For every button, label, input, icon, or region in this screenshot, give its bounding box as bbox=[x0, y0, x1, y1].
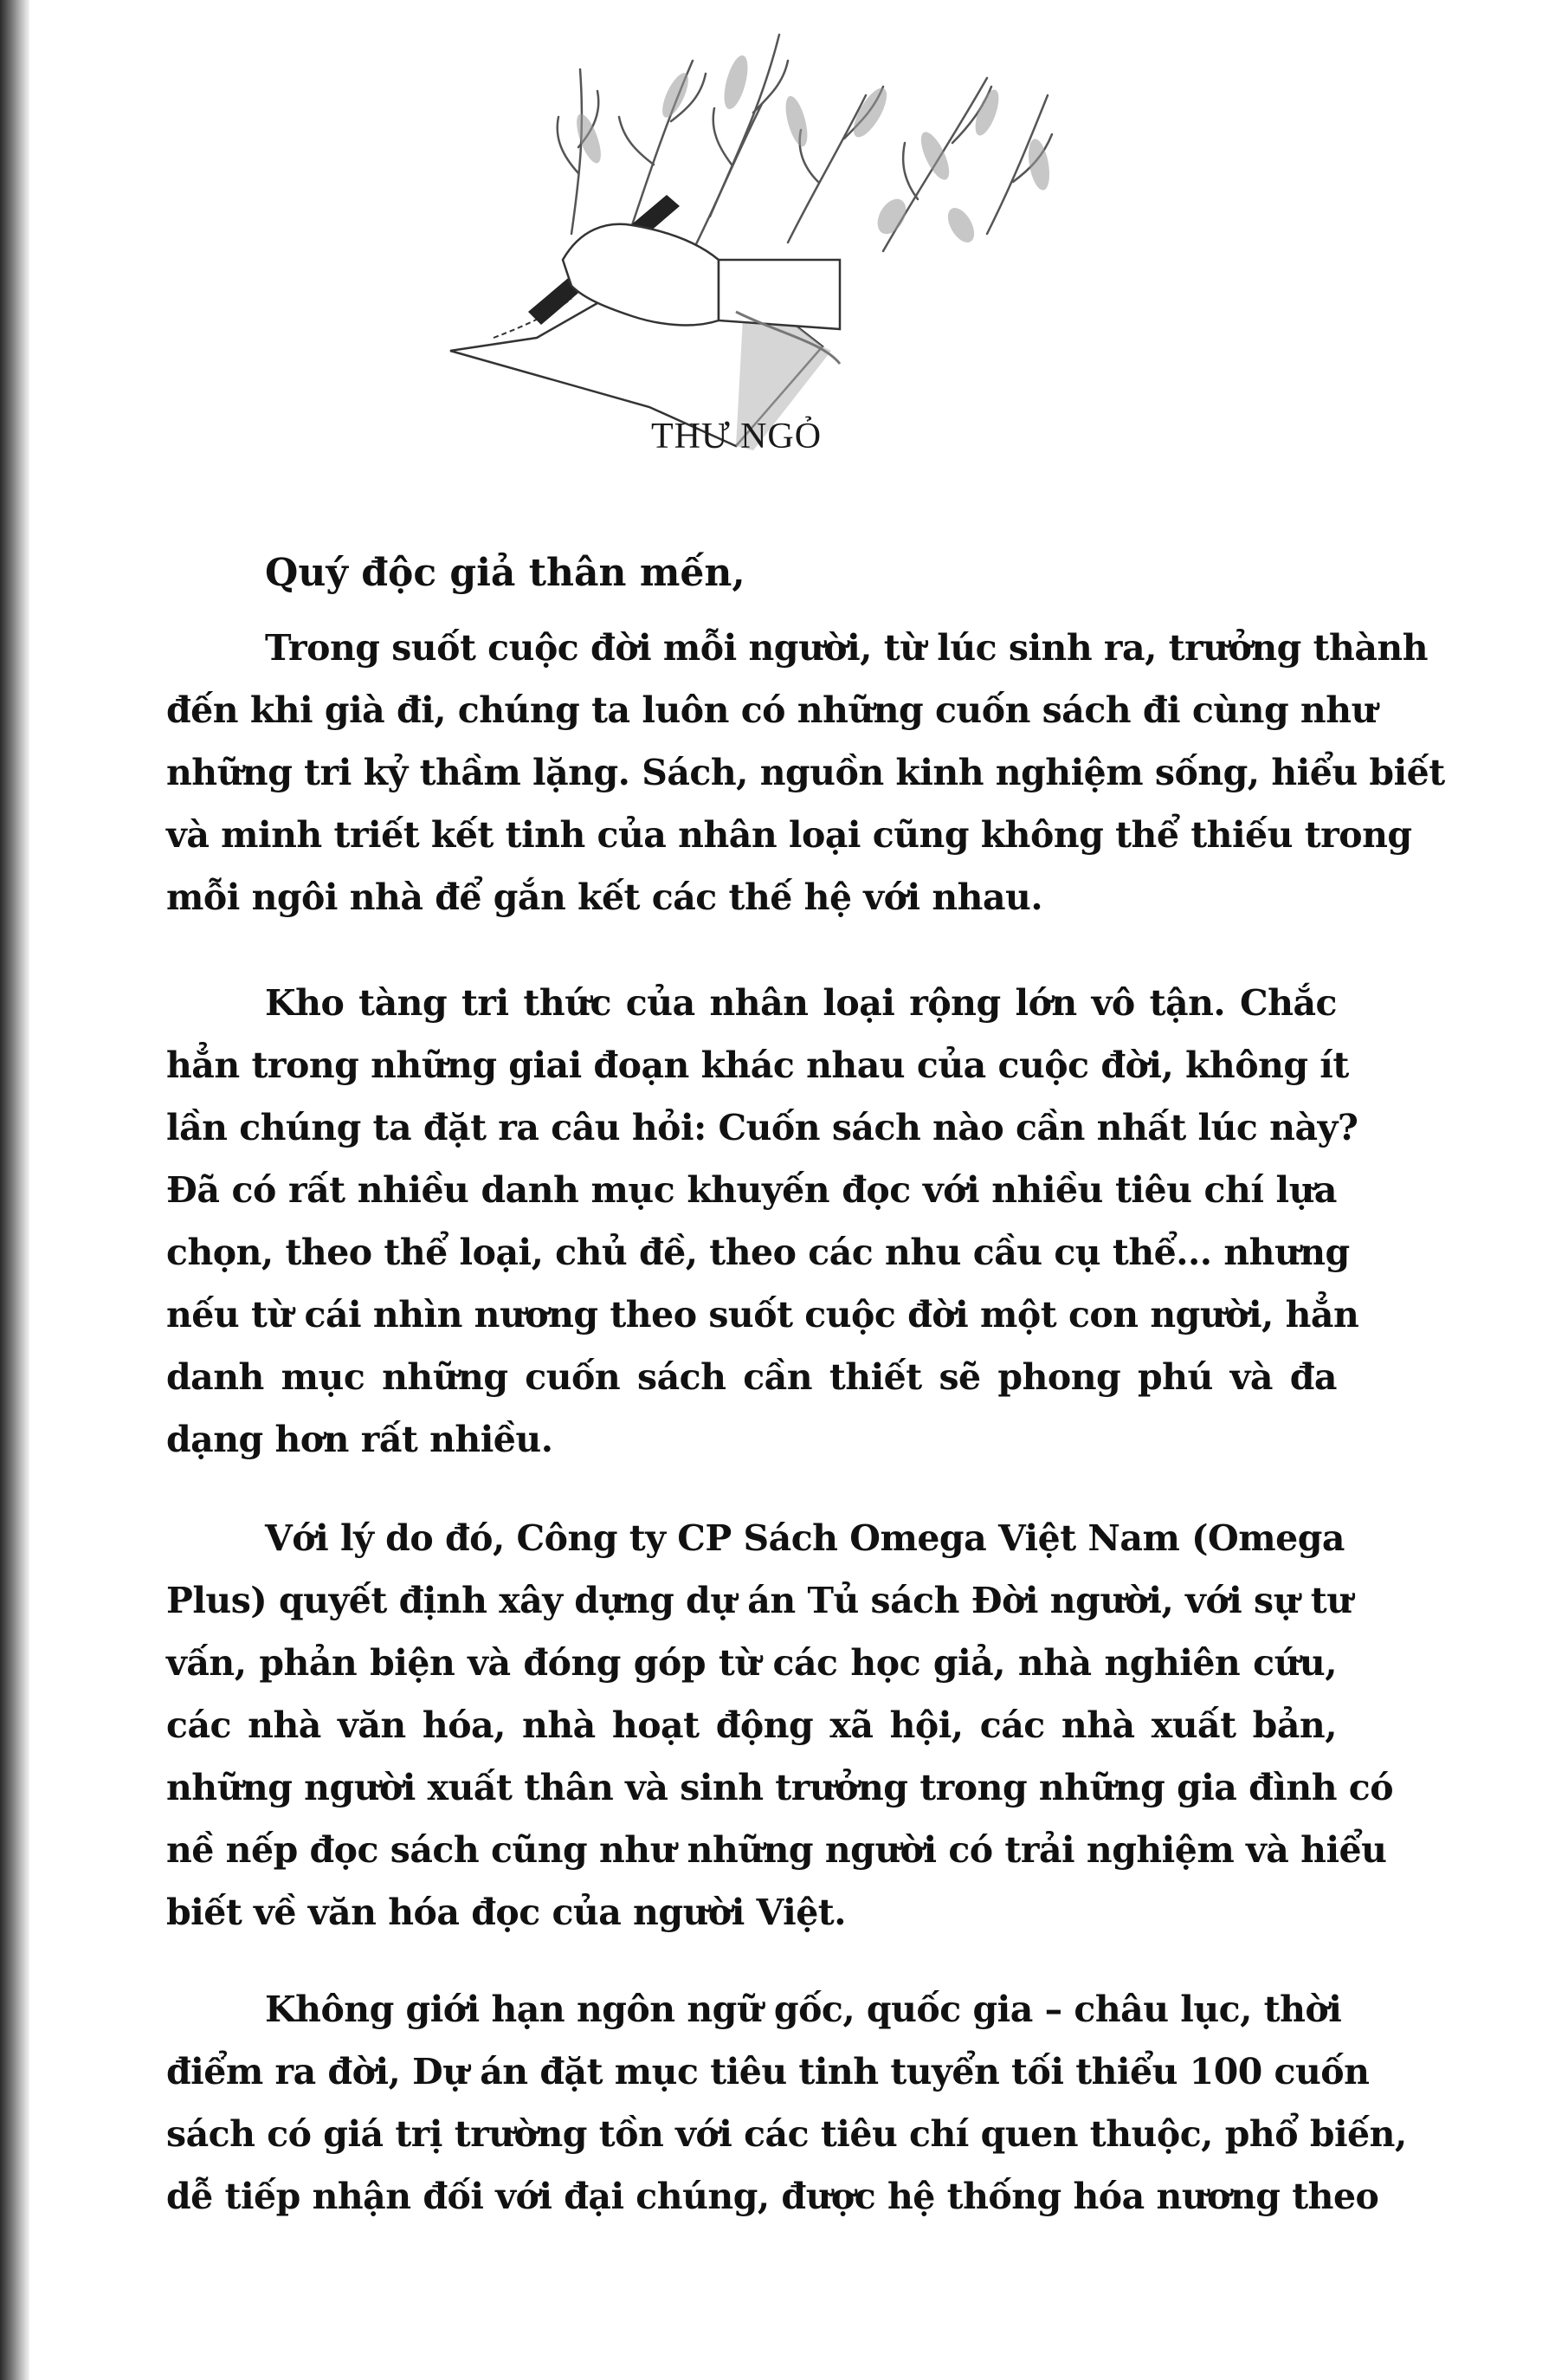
text-line: Không giới hạn ngôn ngữ gốc, quốc gia – châu lục, thời bbox=[265, 1989, 1342, 2030]
paragraph-2 bbox=[166, 972, 1359, 1471]
text-line: những tri kỷ thầm lặng. Sách, nguồn kinh nghiệm sống, hiểu biết bbox=[166, 752, 1445, 793]
text-line: mỗi ngôi nhà để gắn kết các thế hệ với nhau. bbox=[166, 876, 1043, 918]
text-line: những người xuất thân và sinh trưởng trong những gia đình có bbox=[166, 1767, 1394, 1808]
paragraph-1 bbox=[166, 617, 1445, 928]
text-line: dễ tiếp nhận đối với đại chúng, được hệ thống hóa nương theo bbox=[166, 2176, 1379, 2217]
text-line: chọn, theo thể loại, chủ đề, theo các nhu cầu cụ thể... nhưng bbox=[166, 1232, 1350, 1273]
paragraph-4 bbox=[166, 1978, 1407, 2228]
text-line: Với lý do đó, Công ty CP Sách Omega Việt Nam (Omega bbox=[265, 1517, 1345, 1559]
text-line: dạng hơn rất nhiều. bbox=[166, 1419, 553, 1460]
text-line: nề nếp đọc sách cũng như những người có trải nghiệm và hiểu bbox=[166, 1829, 1387, 1871]
page-title: THƯ NGỎ bbox=[651, 417, 823, 456]
text-line: Plus) quyết định xây dựng dự án Tủ sách Đời người, với sự tư bbox=[166, 1580, 1352, 1621]
text-line: nếu từ cái nhìn nương theo suốt cuộc đời một con người, hẳn bbox=[166, 1294, 1359, 1336]
text-line: danh mục những cuốn sách cần thiết sẽ phong phú và đa bbox=[166, 1356, 1337, 1398]
sleeve-cuff bbox=[719, 260, 840, 329]
text-line: điểm ra đời, Dự án đặt mục tiêu tinh tuyển tối thiểu 100 cuốn bbox=[166, 2051, 1370, 2092]
text-line: sách có giá trị trường tồn với các tiêu chí quen thuộc, phổ biến, bbox=[166, 2113, 1407, 2155]
text-line: đến khi già đi, chúng ta luôn có những cuốn sách đi cùng như bbox=[166, 689, 1377, 731]
text-line: hẳn trong những giai đoạn khác nhau của cuộc đời, không ít bbox=[166, 1044, 1349, 1086]
text-line: Kho tàng tri thức của nhân loại rộng lớn vô tận. Chắc bbox=[265, 982, 1337, 1024]
text-line: các nhà văn hóa, nhà hoạt động xã hội, các nhà xuất bản, bbox=[166, 1704, 1337, 1746]
text-line: Trong suốt cuộc đời mỗi người, từ lúc sinh ra, trưởng thành bbox=[265, 627, 1429, 669]
text-line: vấn, phản biện và đóng góp từ các học giả, nhà nghiên cứu, bbox=[166, 1642, 1337, 1684]
paragraph-3 bbox=[166, 1507, 1394, 1943]
book-spine-edge bbox=[0, 0, 29, 2380]
salutation: Quý độc giả thân mến, bbox=[265, 551, 745, 595]
text-line: lần chúng ta đặt ra câu hỏi: Cuốn sách nào cần nhất lúc này? bbox=[166, 1107, 1358, 1148]
text-line: và minh triết kết tinh của nhân loại cũng không thể thiếu trong bbox=[166, 814, 1412, 856]
text-line: Đã có rất nhiều danh mục khuyến đọc với nhiều tiêu chí lựa bbox=[166, 1169, 1337, 1211]
text-line: biết về văn hóa đọc của người Việt. bbox=[166, 1892, 847, 1933]
